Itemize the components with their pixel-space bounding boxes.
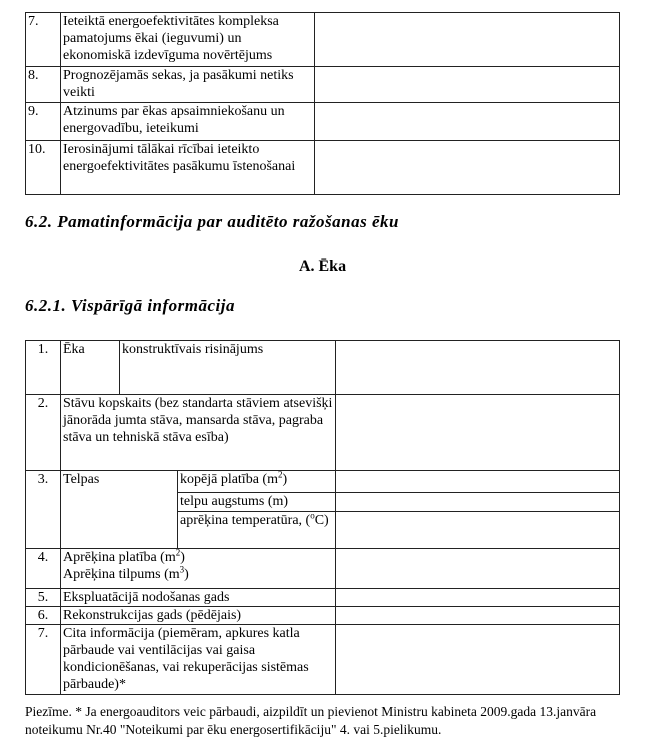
- row-label: Cita informācija (piemēram, apkures katla pārbaude vai ventilācijas vai gaisa kondicionēšanas, vai rekuperācijas sistēmas pārbaude)*: [61, 625, 336, 695]
- row-number: 1.: [26, 341, 61, 395]
- table-row: [26, 141, 620, 195]
- row-label: Atzinums par ēkas apsaimniekošanu un energovadību, ieteikumi: [61, 103, 315, 141]
- table-row: [26, 67, 620, 103]
- row-label: Stāvu kopskaits (bez standarta stāviem atsevišķi jānorāda jumta stāva, mansarda stāva, pagraba stāva un tehniskā stāva esība): [61, 395, 336, 471]
- row-sublabel: konstruktīvais risinājums: [120, 341, 336, 395]
- row-sublabel: kopējā platība $(m^2)$: [178, 471, 336, 493]
- table-row: [26, 471, 620, 493]
- table-row: [26, 341, 620, 395]
- table-row: [26, 589, 620, 607]
- row-label: Ekspluatācijā nodošanas gads: [61, 589, 336, 607]
- row-label: Ierosinājumi tālākai rīcībai ieteikto energoefektivitātes pasākumu īstenošanai: [61, 141, 315, 195]
- value-cell[interactable]: [315, 141, 620, 195]
- table-row: [26, 395, 620, 471]
- value-cell[interactable]: [315, 67, 620, 103]
- row-label: Aprēķina platība $(m^2)$ Aprēķina tilpums $(m^3)$: [61, 549, 336, 589]
- subsection-heading: 6.2.1. Vispārīgā informācija: [25, 296, 235, 315]
- value-cell[interactable]: [336, 549, 620, 589]
- row-number: 6.: [26, 607, 61, 625]
- value-cell[interactable]: [315, 13, 620, 67]
- row-number: 8.: [26, 67, 61, 103]
- value-cell[interactable]: [336, 341, 620, 395]
- row-label: Rekonstrukcijas gads (pēdējais): [61, 607, 336, 625]
- row-label: Telpas: [61, 471, 178, 549]
- value-cell[interactable]: [336, 493, 620, 512]
- row-sublabel: telpu augstums (m): [178, 493, 336, 512]
- recommendations-table: [25, 12, 620, 195]
- table-row: [26, 13, 620, 67]
- row-number: 9.: [26, 103, 61, 141]
- subheading: A. Ēka: [298, 258, 347, 275]
- table-row: [26, 103, 620, 141]
- value-cell[interactable]: [336, 589, 620, 607]
- row-label: Ēka: [61, 341, 120, 395]
- value-cell[interactable]: [315, 103, 620, 141]
- value-cell[interactable]: [336, 512, 620, 549]
- row-number: 7.: [26, 13, 61, 67]
- row-number: 3.: [26, 471, 61, 549]
- row-number: 4.: [26, 549, 61, 589]
- section-heading: 6.2. Pamatinformācija par auditēto ražošanas ēku: [25, 212, 399, 231]
- row-number: 7.: [26, 625, 61, 695]
- row-label: Ieteiktā energoefektivitātes kompleksa pamatojums ēkai (ieguvumi) un ekonomiskā izdevīguma novērtējums: [61, 13, 315, 67]
- general-info-table: [25, 340, 620, 695]
- footnote: Piezīme. * Ja energoauditors veic pārbaudi, aizpildīt un pievienot Ministru kabineta 2009.gada 13.janvāra noteikumu Nr.40 "Noteikumi par ēku energosertifikāciju" 4. vai 5.pielikumu.: [25, 704, 597, 737]
- table-row: [26, 549, 620, 589]
- value-cell[interactable]: [336, 395, 620, 471]
- table-row: [26, 625, 620, 695]
- row-number: 10.: [26, 141, 61, 195]
- row-number: 2.: [26, 395, 61, 471]
- table-row: [26, 607, 620, 625]
- value-cell[interactable]: [336, 625, 620, 695]
- row-sublabel: aprēķina temperatūra, ($^o$C): [178, 512, 336, 549]
- value-cell[interactable]: [336, 471, 620, 493]
- row-number: 5.: [26, 589, 61, 607]
- value-cell[interactable]: [336, 607, 620, 625]
- row-label: Prognozējamās sekas, ja pasākumi netiks veikti: [61, 67, 315, 103]
